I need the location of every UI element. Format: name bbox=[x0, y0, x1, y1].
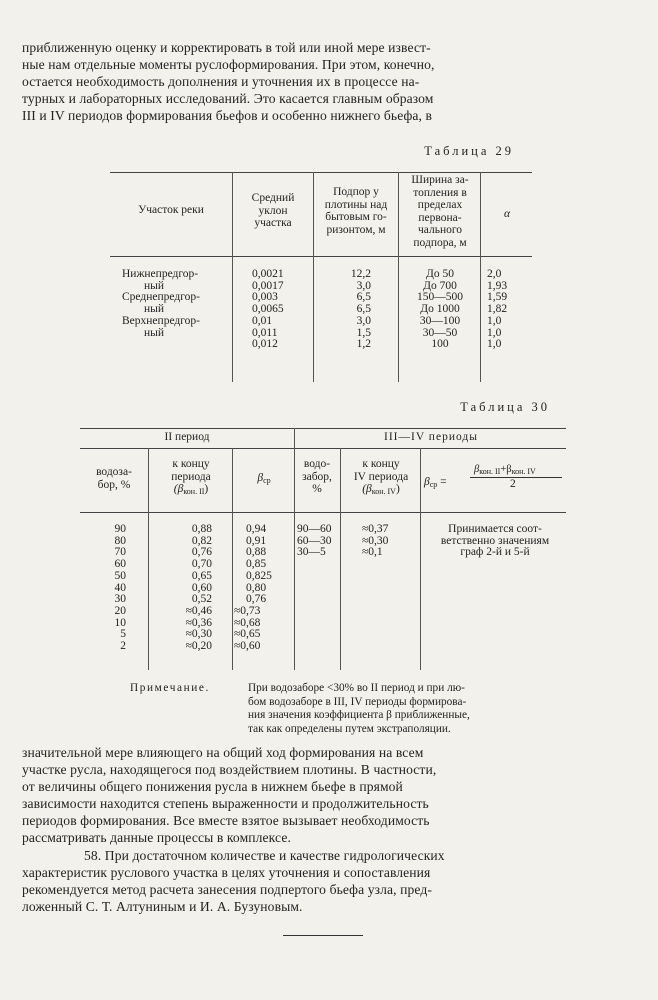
cell: ный bbox=[144, 303, 165, 316]
cell: ≈0,36 bbox=[185, 616, 212, 629]
header-reach: Участок реки bbox=[138, 204, 204, 216]
note-line: так как определены путем экстраполяции. bbox=[248, 722, 451, 735]
header-end-period-2: к концу периода $(\beta_{кон. II})$ bbox=[171, 458, 211, 496]
table29 bbox=[110, 172, 532, 382]
cell: 0,52 bbox=[191, 593, 212, 606]
cell: 6,5 bbox=[356, 291, 371, 304]
table29-col-divider bbox=[313, 172, 314, 382]
cell: Среднепредгор- bbox=[122, 291, 200, 304]
table29-col-divider bbox=[398, 172, 399, 382]
cell: ≈0,37 bbox=[362, 523, 389, 535]
col-intake bbox=[114, 524, 126, 653]
cell: Нижнепредгор- bbox=[122, 268, 199, 280]
col-end-period-2 bbox=[168, 524, 212, 653]
paragraph-bottom bbox=[22, 745, 608, 846]
header-slope: Средний уклон участка bbox=[251, 192, 295, 229]
cell: 0,88 bbox=[191, 523, 212, 535]
cell: 0,60 bbox=[191, 581, 212, 594]
note-line: бом водозаборе в III, IV периоды формирова- bbox=[248, 695, 467, 708]
cell: ≈0,30 bbox=[185, 628, 212, 641]
end-rule bbox=[283, 935, 363, 936]
table30-col-divider bbox=[148, 448, 149, 670]
cell: ный bbox=[144, 326, 165, 339]
header-intake: водоза- бор, % bbox=[96, 466, 132, 491]
note-body bbox=[248, 682, 566, 736]
text-line: периодов формирования. Все вместе взятое вызывает необходимость bbox=[22, 812, 430, 828]
paragraph-58 bbox=[22, 848, 608, 916]
table30-col-divider bbox=[340, 448, 341, 670]
col-remark bbox=[424, 524, 566, 559]
cell: 2,0 bbox=[487, 268, 502, 280]
cell: 90—60 bbox=[297, 523, 332, 535]
cell: ≈0,68 bbox=[234, 616, 261, 629]
text-line: участке русла, находящегося под воздействием плотины. В частности, bbox=[22, 761, 437, 777]
cell: 0,003 bbox=[252, 291, 278, 304]
cell: граф 2-й и 5-й bbox=[460, 546, 530, 559]
group-period-3-4: III—IV периоды bbox=[384, 431, 478, 443]
col-reach bbox=[122, 269, 200, 339]
cell: 100 bbox=[431, 338, 449, 351]
text-line: характеристик руслового участка в целях уточнения и сопоставления bbox=[22, 864, 431, 880]
cell: 0,01 bbox=[252, 314, 273, 327]
table30-group-rule bbox=[80, 448, 566, 449]
note-line: ния значения коэффициента β приближенные, bbox=[248, 709, 470, 721]
text-line: остается необходимость дополнения и уточнения их в процессе на- bbox=[22, 73, 420, 89]
col-bcp bbox=[234, 524, 272, 653]
text-line: приближенную оценку и корректировать в той или иной мере извест- bbox=[22, 40, 431, 55]
col-width bbox=[402, 269, 478, 351]
cell: 90 bbox=[114, 523, 126, 535]
cell: 1,59 bbox=[487, 291, 508, 304]
cell: 70 bbox=[114, 546, 126, 559]
table30-caption: Таблица 30 bbox=[460, 400, 550, 414]
header-backwater: Подпор у плотины над бытовым го- ризонтом, м bbox=[324, 186, 388, 236]
cell: 0,82 bbox=[191, 534, 212, 547]
cell: 0,85 bbox=[246, 558, 267, 571]
cell: 1,0 bbox=[487, 314, 502, 327]
cell: 2 bbox=[120, 640, 126, 653]
cell: 0,0017 bbox=[252, 279, 284, 292]
cell: ветственно значениям bbox=[440, 534, 550, 547]
cell: 0,91 bbox=[246, 534, 267, 547]
cell: 3,0 bbox=[356, 314, 371, 327]
header-width: Ширина за- топления в пределах первона- чального подпора, м bbox=[411, 174, 469, 249]
text-line: ные нам отдельные моменты руслоформирования. При этом, конечно, bbox=[22, 56, 435, 72]
cell: 60—30 bbox=[297, 534, 332, 547]
text-line: от величины общего понижения русла в нижнем бьефе в прямой bbox=[22, 778, 403, 794]
table30-col-divider bbox=[232, 448, 233, 670]
table29-top-rule bbox=[110, 172, 532, 173]
table29-col-divider bbox=[232, 172, 233, 382]
cell: 0,0065 bbox=[252, 303, 284, 316]
cell: 30—100 bbox=[419, 314, 461, 327]
text-line: III и IV периодов формирования бьефов и особенно нижнего бьефа, в bbox=[22, 107, 433, 123]
cell: 0,012 bbox=[252, 338, 278, 351]
cell: ≈0,20 bbox=[185, 640, 212, 653]
cell: 3,0 bbox=[356, 279, 371, 292]
header-end-period-4: к концу IV периода $(\beta_{кон. IV})$ bbox=[353, 458, 409, 496]
cell: Принимается соот- bbox=[448, 523, 542, 535]
table30-col-divider bbox=[420, 448, 421, 670]
cell: 10 bbox=[114, 616, 126, 629]
text-line: рекомендуется метод расчета занесения подпертого бьефа узла, пред- bbox=[22, 881, 432, 897]
cell: 0,011 bbox=[252, 326, 278, 339]
cell: 0,70 bbox=[191, 558, 212, 571]
cell: 1,2 bbox=[356, 338, 371, 351]
table29-header-rule bbox=[110, 256, 532, 257]
cell: 30—5 bbox=[297, 546, 326, 559]
text-line: ложенный С. Т. Алтуниным и И. А. Бузуновым. bbox=[22, 898, 303, 914]
cell: 1,82 bbox=[487, 303, 508, 316]
paragraph-top bbox=[22, 40, 608, 125]
header-alpha: α bbox=[503, 208, 511, 220]
note-label: Примечание. bbox=[130, 682, 210, 694]
cell: 30 bbox=[114, 593, 126, 606]
header-bcp: $\beta_{ср}$ bbox=[257, 472, 271, 485]
cell: ≈0,46 bbox=[185, 604, 212, 617]
cell: 20 bbox=[114, 604, 126, 617]
cell: До 50 bbox=[426, 268, 454, 280]
table29-col-divider bbox=[480, 172, 481, 382]
col-backwater bbox=[341, 269, 371, 351]
cell: 150—500 bbox=[417, 291, 463, 304]
cell: До 700 bbox=[423, 279, 457, 292]
note-line: При водозаборе <30% во II период и при лю- bbox=[248, 682, 465, 694]
text-line: рассматривать данные процессы в комплексе. bbox=[22, 829, 291, 845]
cell: 30—50 bbox=[422, 326, 458, 339]
cell: 0,80 bbox=[246, 581, 267, 594]
cell: 60 bbox=[114, 558, 126, 571]
cell: ≈0,60 bbox=[234, 640, 261, 653]
col-slope bbox=[252, 269, 284, 351]
cell: 0,76 bbox=[191, 546, 212, 559]
group-period-2: II период bbox=[164, 431, 210, 443]
cell: 40 bbox=[114, 581, 126, 594]
cell: 0,0021 bbox=[252, 268, 284, 280]
text-line: 58. При достаточном количестве и качестве гидрологических bbox=[84, 848, 445, 863]
table30-header-rule bbox=[80, 512, 566, 513]
col-intake-2 bbox=[297, 524, 332, 559]
cell: 1,0 bbox=[487, 326, 502, 339]
col-alpha bbox=[487, 269, 507, 351]
col-end-period-4 bbox=[362, 524, 388, 559]
cell: Верхнепредгор- bbox=[122, 314, 201, 327]
cell: 6,5 bbox=[356, 303, 371, 316]
cell: ≈0,30 bbox=[362, 534, 389, 547]
cell: 1,0 bbox=[487, 338, 502, 351]
text-line: зависимости находится степень выраженности и продолжительность bbox=[22, 795, 429, 811]
table29-caption: Таблица 29 bbox=[424, 144, 514, 158]
cell: ≈0,65 bbox=[234, 628, 261, 641]
cell: 80 bbox=[114, 534, 126, 547]
cell: 0,88 bbox=[246, 546, 267, 559]
cell: 50 bbox=[114, 569, 126, 582]
cell: ≈0,73 bbox=[234, 604, 261, 617]
cell: ≈0,1 bbox=[362, 546, 383, 559]
cell: 1,93 bbox=[487, 279, 508, 292]
cell: До 1000 bbox=[420, 303, 460, 316]
cell: 12,2 bbox=[350, 268, 371, 280]
cell: 1,5 bbox=[356, 326, 371, 339]
cell: 0,94 bbox=[246, 523, 267, 535]
header-intake-2: водо- забор, % bbox=[302, 458, 332, 495]
cell: 0,65 bbox=[191, 569, 212, 582]
cell: 0,76 bbox=[246, 593, 267, 606]
text-line: турных и лабораторных исследований. Это касается главным образом bbox=[22, 90, 434, 106]
cell: ный bbox=[144, 279, 165, 292]
cell: 5 bbox=[120, 628, 126, 641]
cell: 0,825 bbox=[246, 569, 272, 582]
text-line: значительной мере влияющего на общий ход формирования на всем bbox=[22, 745, 424, 760]
table30: II период III—IV периоды водоза- бор, % к концу периода $(\beta_{кон. II})$ $\beta_{ср}$ водо- забор, % к концу IV периода $(\beta_{кон. IV})$ $\beta_{ср}$ = $\beta_{кон. II}+\beta_{кон. IV}$ 2 90 80 70 60 50 40 30 20 10 5 2 0,88 0,82 0,76 0,70 0,65 0,60 0,52 ≈0,46 ≈0,36 ≈0,30 ≈0,20 0,94 0,91 0,88 0,85 0,825 0,80 0,76 ≈0,73 ≈0,68 ≈0,65 ≈0,60 90—60 60—30 30—5 ≈0,37 ≈0,30 ≈0,1 Принимается соот- ветственно значениям граф 2-й и 5-й bbox=[80, 428, 566, 670]
table30-top-rule bbox=[80, 428, 566, 429]
